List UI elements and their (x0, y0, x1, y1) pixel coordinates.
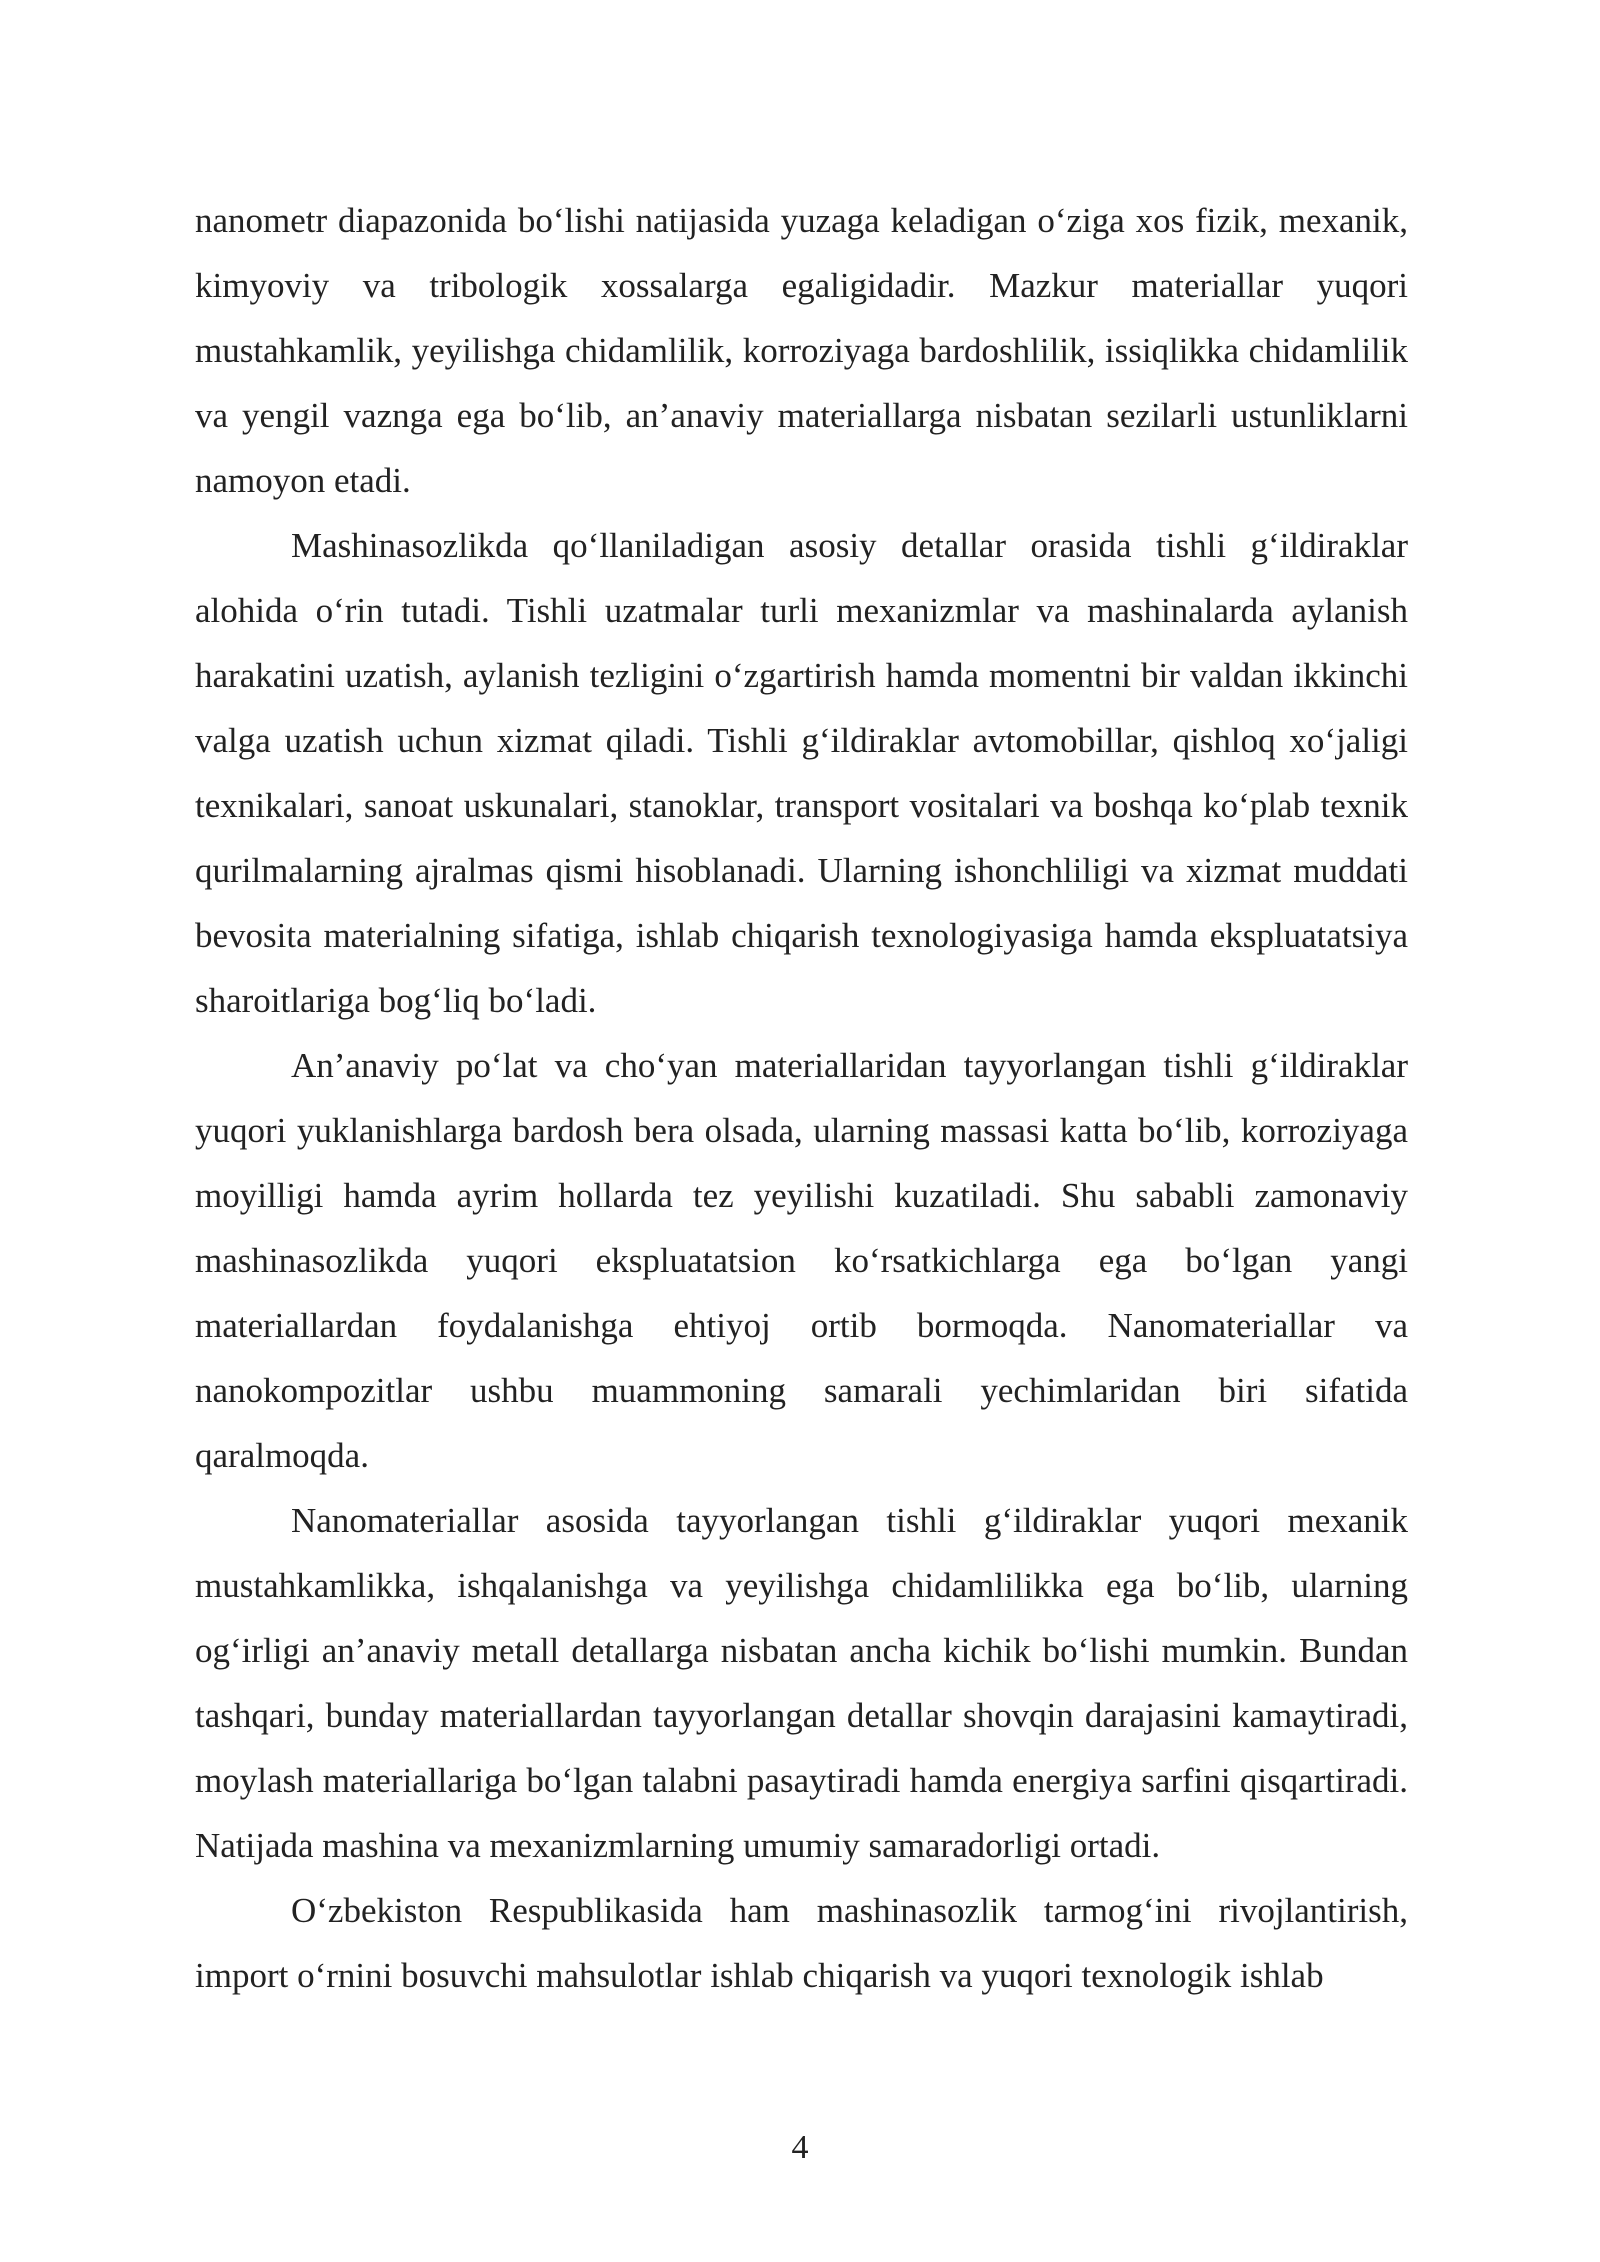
paragraph-uzbekistan: O‘zbekiston Respublikasida ham mashinasozlik tarmog‘ini rivojlantirish, import o‘rnini bosuvchi mahsulotlar ishlab chiqarish va yuqori texnologik ishlab (195, 1891, 1408, 1995)
paragraph-gears-role: Mashinasozlikda qo‘llaniladigan asosiy detallar orasida tishli g‘ildiraklar alohida o‘rin tutadi. Tishli uzatmalar turli mexanizmlar va mashinalarda aylanish harakatini uzatish, aylanish tezligini o‘zgartirish hamda momentni bir valdan ikkinchi valga uzatish uchun xizmat qiladi. Tishli g‘ildiraklar avtomobillar, qishloq xo‘jaligi texnikalari, sanoat uskunalari, stanoklar, transport vositalari va boshqa ko‘plab texnik qurilmalarning ajralmas qismi hisoblanadi. Ularning ishonchliligi va xizmat muddati bevosita materialning sifatiga, ishlab chiqarish texnologiyasiga hamda ekspluatatsiya sharoitlariga bog‘liq bo‘ladi. (195, 526, 1408, 1020)
paragraph-traditional-materials: An’anaviy po‘lat va cho‘yan materiallaridan tayyorlangan tishli g‘ildiraklar yuqori yuklanishlarga bardosh bera olsada, ularning massasi katta bo‘lib, korroziyaga moyilligi hamda ayrim hollarda tez yeyilishi kuzatiladi. Shu sababli zamonaviy mashinasozlikda yuqori ekspluatatsion ko‘rsatkichlarga ega bo‘lgan yangi materiallardan foydalanishga ehtiyoj ortib bormoqda. Nanomateriallar va nanokompozitlar ushbu muammoning samarali yechimlaridan biri sifatida qaralmoqda. (195, 1046, 1408, 1475)
paragraph-continuation: nanometr diapazonida bo‘lishi natijasida yuzaga keladigan o‘ziga xos fizik, mexanik, kimyoviy va tribologik xossalarga egaligidadir. Mazkur materiallar yuqori mustahkamlik, yeyilishga chidamlilik, korroziyaga bardoshlilik, issiqlikka chidamlilik va yengil vaznga ega bo‘lib, an’anaviy materiallarga nisbatan sezilarli ustunliklarni namoyon etadi. (195, 201, 1408, 500)
page-number: 4 (791, 2129, 809, 2166)
body-text (195, 188, 1408, 2008)
paragraph-nanomaterial-gears: Nanomateriallar asosida tayyorlangan tishli g‘ildiraklar yuqori mexanik mustahkamlikka, ishqalanishga va yeyilishga chidamlilikka ega bo‘lib, ularning og‘irligi an’anaviy metall detallarga nisbatan ancha kichik bo‘lishi mumkin. Bundan tashqari, bunday materiallardan tayyorlangan detallar shovqin darajasini kamaytiradi, moylash materiallariga bo‘lgan talabni pasaytiradi hamda energiya sarfini qisqartiradi. Natijada mashina va mexanizmlarning umumiy samaradorligi ortadi. (195, 1501, 1408, 1865)
